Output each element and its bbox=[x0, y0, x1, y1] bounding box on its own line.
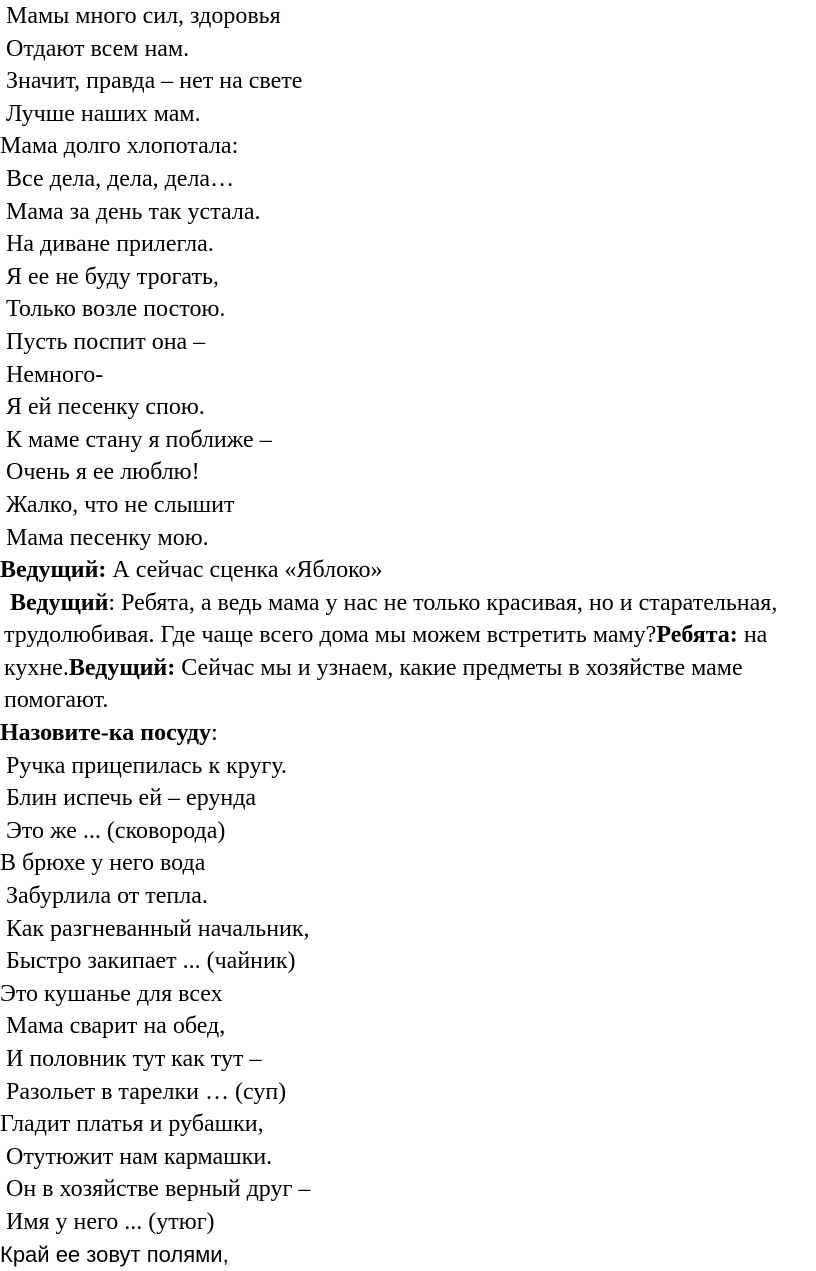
poem-line: Немного- bbox=[0, 361, 104, 388]
poem-line: Мама долго хлопотала: bbox=[0, 133, 239, 160]
scene-host-label: Ведущий: bbox=[0, 557, 107, 584]
riddle-line: Как разгневанный начальник, bbox=[0, 915, 310, 942]
kids-text: на кухне. bbox=[4, 622, 768, 681]
host-label-2: Ведущий: bbox=[68, 654, 176, 681]
riddle-line: Гладит платья и рубашки, bbox=[0, 1111, 264, 1138]
poem-line: Отдают всем нам. bbox=[0, 35, 190, 62]
poem-line: Я ее не буду трогать, bbox=[0, 263, 219, 290]
riddle-line: Это же ... (сковорода) bbox=[0, 817, 226, 844]
riddle-line: В брюхе у него вода bbox=[0, 850, 206, 877]
kids-label: Ребята: bbox=[656, 622, 738, 649]
poem-line: Все дела, дела, дела… bbox=[0, 165, 235, 192]
last-line: Край ее зовут полями, bbox=[0, 1241, 229, 1267]
poem-line: Пусть поспит она – bbox=[0, 328, 206, 355]
host-text-2: Сейчас мы и узнаем, какие предметы в хозяйстве маме помогают. bbox=[4, 654, 743, 714]
riddle-line: Мама сварит на обед, bbox=[0, 1013, 226, 1040]
riddle-line: Имя у него ... (утюг) bbox=[0, 1208, 215, 1235]
poem-block bbox=[0, 0, 816, 554]
riddle-line: Быстро закипает ... (чайник) bbox=[0, 948, 296, 975]
poem-line: Мамы много сил, здоровья bbox=[0, 3, 281, 29]
poem-line: Очень я ее люблю! bbox=[0, 459, 200, 486]
poem-line: К маме стану я поближе – bbox=[0, 426, 272, 453]
poem-line: На диване прилегла. bbox=[0, 231, 214, 258]
riddle-line: Это кушанье для всех bbox=[0, 980, 223, 1007]
riddles-block bbox=[0, 750, 816, 1239]
riddles-heading-label: Назовите-ка посуду bbox=[0, 720, 212, 747]
riddle-line: Ручка прицепилась к кругу. bbox=[0, 752, 287, 779]
dialogue-paragraph bbox=[0, 587, 816, 717]
riddle-line: Отутюжит нам кармашки. bbox=[0, 1143, 273, 1170]
poem-line: Значит, правда – нет на свете bbox=[0, 68, 303, 95]
scene-text: А сейчас сценка «Яблоко» bbox=[106, 557, 383, 584]
poem-line: Жалко, что не слышит bbox=[0, 491, 235, 518]
riddles-heading-colon: : bbox=[211, 720, 218, 747]
host-label-1: Ведущий bbox=[10, 589, 109, 616]
poem-line: Я ей песенку спою. bbox=[0, 394, 205, 421]
riddle-line: Забурлила от тепла. bbox=[0, 883, 208, 910]
riddle-line: Разольет в тарелки … (суп) bbox=[0, 1078, 287, 1105]
host-text-1: : Ребята, а ведь мама у нас не только красивая, но и старательная, трудолюбивая. Где чаще всего дома мы можем встретить маму? bbox=[4, 589, 778, 649]
poem-line: Лучше наших мам. bbox=[0, 100, 201, 127]
riddle-line: Блин испечь ей – ерунда bbox=[0, 785, 257, 812]
scene-announcement bbox=[0, 554, 816, 587]
riddle-line: И половник тут как тут – bbox=[0, 1046, 262, 1072]
poem-line: Мама песенку мою. bbox=[0, 524, 209, 551]
riddles-heading bbox=[0, 717, 816, 750]
riddle-line: Он в хозяйстве верный друг – bbox=[0, 1176, 311, 1203]
poem-line: Мама за день так устала. bbox=[0, 198, 261, 225]
poem-line: Только возле постою. bbox=[0, 296, 226, 323]
